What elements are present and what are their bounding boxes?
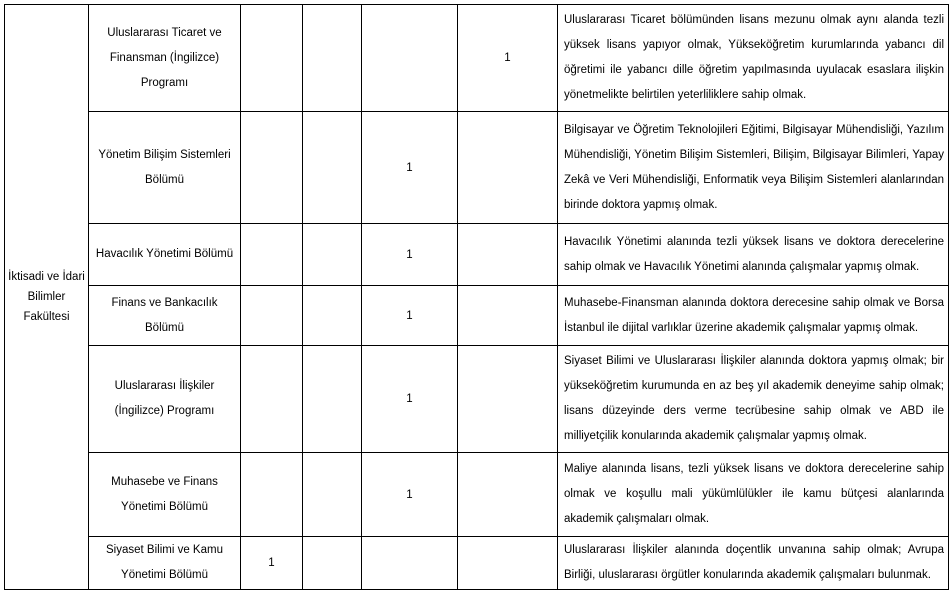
- requirements-text: Uluslararası İlişkiler alanında doçentlik unvanına sahip olmak; Avrupa Birliği, uluslararası örgütler konularında akademik çalışmaları bulunmak.: [558, 537, 949, 590]
- count-cell: 1: [362, 453, 458, 537]
- department-name: Havacılık Yönetimi Bölümü: [89, 224, 241, 286]
- department-name: Yönetim Bilişim Sistemleri Bölümü: [89, 112, 241, 224]
- count-cell: [362, 537, 458, 590]
- requirements-text: Siyaset Bilimi ve Uluslararası İlişkiler alanında doktora yapmış olmak; bir yükseköğretim kurumunda en az beş yıl akademik deneyime sahip olmak; lisans düzeyinde ders verme tecrübesine sahip olmak ve ABD ile milliyetçilik konularında akademik çalışmalar yapmış olmak.: [558, 346, 949, 453]
- count-cell: 1: [458, 5, 558, 112]
- table-row: [5, 224, 949, 286]
- count-cell: [241, 5, 303, 112]
- count-cell: [303, 537, 362, 590]
- count-cell: [241, 453, 303, 537]
- department-name: Uluslararası İlişkiler (İngilizce) Programı: [89, 346, 241, 453]
- count-cell: [303, 286, 362, 346]
- table-row: [5, 537, 949, 590]
- department-name: Finans ve Bankacılık Bölümü: [89, 286, 241, 346]
- count-cell: [241, 346, 303, 453]
- count-cell: [458, 537, 558, 590]
- requirements-text: Uluslararası Ticaret bölümünden lisans mezunu olmak aynı alanda tezli yüksek lisans yapıyor olmak, Yükseköğretim kurumlarında yabancı dil öğretimi ile yabancı dille öğretim yapılmasında uyulacak esaslara ilişkin yönetmelikte belirtilen yeterliliklere sahip olmak.: [558, 5, 949, 112]
- requirements-text: Havacılık Yönetimi alanında tezli yüksek lisans ve doktora derecelerine sahip olmak ve Havacılık Yönetimi alanında çalışmalar yapmış olmak.: [558, 224, 949, 286]
- count-cell: [458, 286, 558, 346]
- faculty-name: İktisadi ve İdari Bilimler Fakültesi: [5, 5, 89, 590]
- count-cell: 1: [362, 112, 458, 224]
- table-row: [5, 5, 949, 112]
- table-row: [5, 112, 949, 224]
- count-cell: [303, 5, 362, 112]
- count-cell: [303, 112, 362, 224]
- staff-requirements-table: [4, 4, 949, 590]
- count-cell: 1: [241, 537, 303, 590]
- table-row: [5, 346, 949, 453]
- requirements-text: Bilgisayar ve Öğretim Teknolojileri Eğitimi, Bilgisayar Mühendisliği, Yazılım Mühendisliği, Yönetim Bilişim Sistemleri, Bilişim, Bilgisayar Bilimleri, Yapay Zekâ ve Veri Mühendisliği, Enformatik veya Bilişim Sistemleri alanlarından birinde doktora yapmış olmak.: [558, 112, 949, 224]
- count-cell: [362, 5, 458, 112]
- department-name: Siyaset Bilimi ve Kamu Yönetimi Bölümü: [89, 537, 241, 590]
- count-cell: [303, 346, 362, 453]
- count-cell: 1: [362, 346, 458, 453]
- count-cell: [241, 224, 303, 286]
- department-name: Muhasebe ve Finans Yönetimi Bölümü: [89, 453, 241, 537]
- count-cell: 1: [362, 224, 458, 286]
- table-row: [5, 453, 949, 537]
- department-name: Uluslararası Ticaret ve Finansman (İngilizce) Programı: [89, 5, 241, 112]
- count-cell: [241, 286, 303, 346]
- requirements-text: Muhasebe-Finansman alanında doktora derecesine sahip olmak ve Borsa İstanbul ile dijital varlıklar üzerine akademik çalışmalar yapmış olmak.: [558, 286, 949, 346]
- count-cell: [458, 453, 558, 537]
- count-cell: [241, 112, 303, 224]
- count-cell: [458, 346, 558, 453]
- count-cell: [458, 112, 558, 224]
- requirements-text: Maliye alanında lisans, tezli yüksek lisans ve doktora derecelerine sahip olmak ve koşullu mali yükümlülükler ile kamu bütçesi alanlarında akademik çalışmaları olmak.: [558, 453, 949, 537]
- count-cell: [303, 224, 362, 286]
- count-cell: [303, 453, 362, 537]
- count-cell: [458, 224, 558, 286]
- table-row: [5, 286, 949, 346]
- count-cell: 1: [362, 286, 458, 346]
